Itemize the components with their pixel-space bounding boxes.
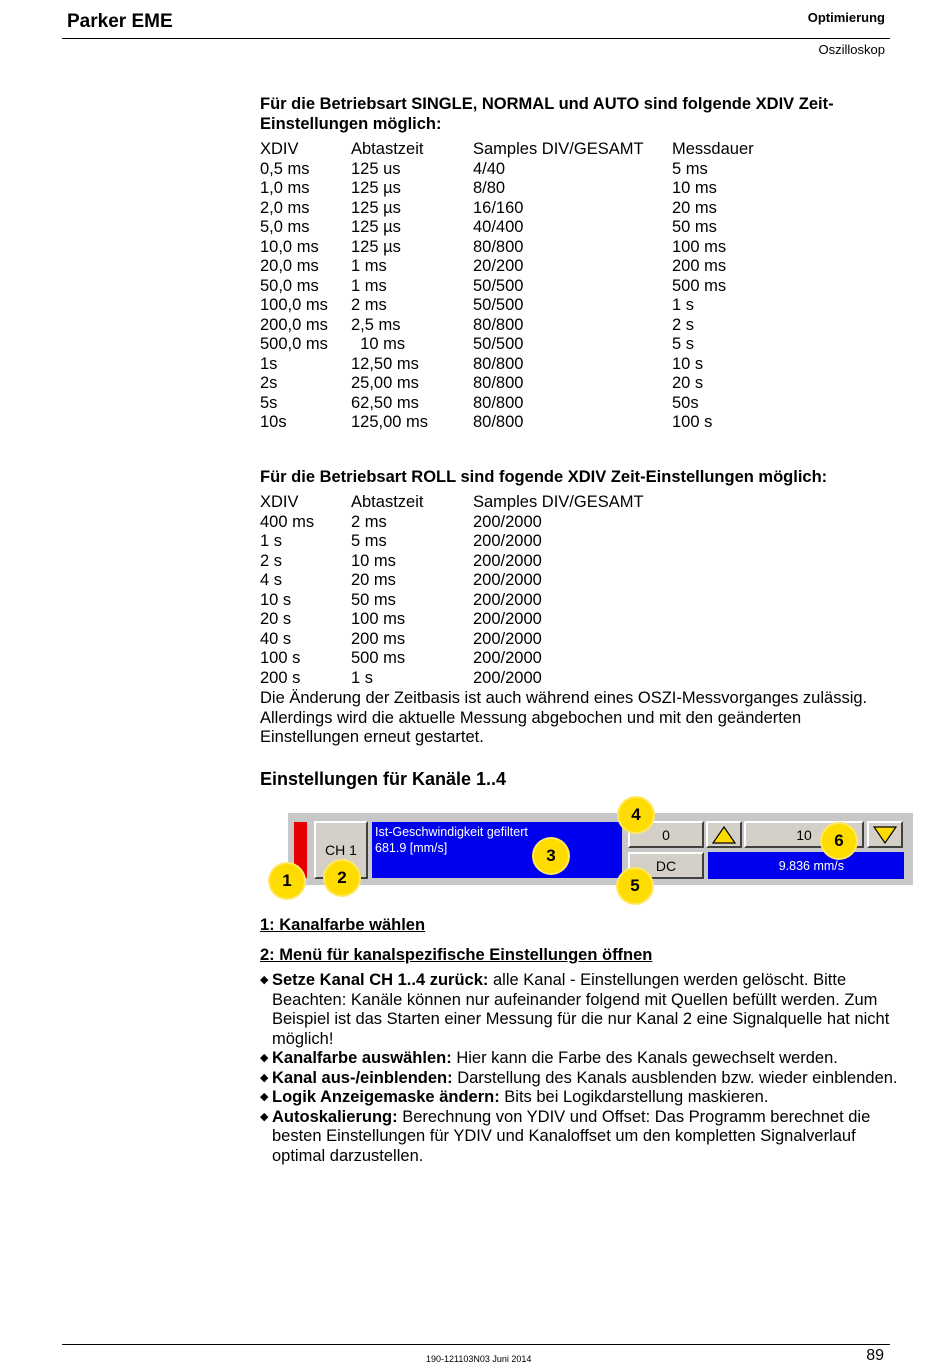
- table-cell: 20/200: [473, 257, 524, 275]
- bullet-item: [260, 1069, 900, 1089]
- table-cell: 125 µs: [351, 218, 401, 236]
- single-table: [260, 140, 860, 433]
- diamond-bullet-icon: ◆: [260, 1071, 269, 1084]
- table-cell: 200/2000: [473, 590, 542, 609]
- signal-value: 681.9 [mm/s]: [375, 841, 448, 855]
- table-row: [260, 630, 860, 650]
- table-cell: 50/500: [473, 276, 524, 295]
- column-header: Abtastzeit: [351, 140, 424, 158]
- roll-table-body: [260, 513, 860, 689]
- bullet-text: Bits bei Logikdarstellung maskieren.: [499, 1088, 769, 1106]
- table-cell: 40/400: [473, 218, 524, 236]
- table-cell: 80/800: [473, 237, 524, 256]
- header-section: Optimierung: [807, 10, 885, 25]
- table-cell: 50/500: [473, 335, 524, 353]
- table-cell: 1 s: [260, 532, 283, 550]
- table-row: [260, 532, 860, 552]
- table-cell: 20,0 ms: [260, 257, 319, 275]
- table-cell: 10 ms: [351, 551, 396, 570]
- table-row: [260, 394, 860, 414]
- table-cell: 200/2000: [473, 571, 542, 589]
- table-cell: 2 ms: [351, 512, 387, 531]
- ydiv-up-button[interactable]: [706, 821, 742, 848]
- table-cell: 10,0 ms: [260, 237, 319, 256]
- table-cell: 200/2000: [473, 668, 542, 687]
- table-row: [260, 571, 860, 591]
- coupling-button[interactable]: DC: [628, 852, 704, 879]
- marker-3: 3: [534, 839, 568, 873]
- table-cell: 1s: [260, 354, 278, 373]
- single-table-header: [260, 140, 860, 160]
- column-header: Samples DIV/GESAMT: [473, 140, 644, 158]
- table-cell: 16/160: [473, 198, 524, 217]
- table-cell: 50/500: [473, 296, 524, 314]
- single-intro-heading: Für die Betriebsart SINGLE, NORMAL und AUTO sind folgende XDIV Zeit-Einstellungen möglich:: [260, 95, 834, 133]
- page-number: 89: [866, 1347, 884, 1364]
- table-cell: 500 ms: [672, 276, 727, 295]
- table-row: [260, 552, 860, 572]
- table-row: [260, 160, 860, 180]
- marker-2: 2: [325, 861, 359, 895]
- offset-button[interactable]: 0: [628, 821, 704, 848]
- table-cell: 125 µs: [351, 179, 401, 197]
- ydiv-down-button[interactable]: [867, 821, 903, 848]
- column-header: Samples DIV/GESAMT: [473, 493, 644, 511]
- triangle-up-icon: [711, 825, 737, 845]
- table-cell: 200 ms: [351, 629, 406, 648]
- header-subsection: Oszilloskop: [818, 42, 885, 57]
- table-cell: 2 s: [260, 551, 283, 570]
- table-cell: 200 ms: [672, 257, 727, 275]
- table-row: [260, 296, 860, 316]
- table-cell: 20 ms: [351, 571, 396, 589]
- item-2-heading: 2: Menü für kanalspezifische Einstellungen öffnen: [260, 946, 653, 964]
- table-cell: 80/800: [473, 393, 524, 412]
- table-cell: 80/800: [473, 413, 524, 431]
- table-cell: 200/2000: [473, 629, 542, 648]
- diamond-bullet-icon: ◆: [260, 974, 269, 986]
- table-cell: 1,0 ms: [260, 179, 310, 197]
- marker-1: 1: [270, 864, 304, 898]
- table-cell: 5 ms: [672, 159, 708, 178]
- roll-intro-heading: Für die Betriebsart ROLL sind fogende XDIV Zeit-Einstellungen möglich:: [260, 468, 828, 486]
- table-cell: 1 s: [672, 296, 695, 314]
- table-cell: 5 s: [672, 335, 695, 353]
- column-header: Messdauer: [672, 140, 754, 158]
- table-cell: 1 ms: [351, 276, 387, 295]
- roll-table-header: [260, 493, 860, 513]
- table-cell: 40 s: [260, 629, 292, 648]
- table-row: [260, 316, 860, 336]
- table-cell: 100 s: [672, 413, 713, 431]
- table-cell: 200/2000: [473, 551, 542, 570]
- table-cell: 10s: [260, 413, 287, 431]
- table-cell: 50 ms: [672, 218, 717, 236]
- roll-table: [260, 493, 860, 688]
- signal-source-display[interactable]: [372, 822, 622, 878]
- table-row: [260, 669, 860, 689]
- bullet-list: [260, 971, 900, 1166]
- diamond-bullet-icon: ◆: [260, 1110, 269, 1123]
- table-cell: 500 ms: [351, 649, 406, 667]
- table-cell: 200/2000: [473, 512, 542, 531]
- item-1-heading: 1: Kanalfarbe wählen: [260, 916, 426, 934]
- table-cell: 200/2000: [473, 649, 542, 667]
- table-cell: 2,0 ms: [260, 198, 310, 217]
- bullet-item: [260, 1108, 900, 1167]
- table-cell: 100 s: [260, 649, 301, 667]
- bullet-item: [260, 1088, 900, 1108]
- table-row: [260, 218, 860, 238]
- table-row: [260, 374, 860, 394]
- footer-doc-id: 190-121103N03 Juni 2014: [426, 1354, 532, 1364]
- table-cell: 50 ms: [351, 590, 396, 609]
- table-cell: 100,0 ms: [260, 296, 328, 314]
- diamond-bullet-icon: ◆: [260, 1052, 269, 1064]
- table-row: [260, 335, 860, 355]
- brand-title: Parker EME: [67, 11, 173, 32]
- table-row: [260, 179, 860, 199]
- table-cell: 5 ms: [351, 532, 387, 550]
- table-row: [260, 238, 860, 258]
- table-cell: 50,0 ms: [260, 276, 319, 295]
- channel-menu-button[interactable]: CH 1: [314, 821, 368, 879]
- table-row: [260, 591, 860, 611]
- table-cell: 5,0 ms: [260, 218, 310, 236]
- table-cell: 5s: [260, 393, 278, 412]
- table-row: [260, 277, 860, 297]
- table-row: [260, 610, 860, 630]
- table-cell: 2 s: [672, 315, 695, 334]
- triangle-down-icon: [872, 825, 898, 845]
- table-cell: 20 s: [672, 374, 704, 392]
- marker-6: 6: [822, 824, 856, 858]
- table-row: [260, 257, 860, 277]
- table-cell: 4/40: [473, 159, 506, 178]
- bullet-term: Setze Kanal CH 1..4 zurück:: [272, 971, 489, 989]
- table-cell: 20 s: [260, 610, 292, 628]
- table-cell: 20 ms: [672, 198, 717, 217]
- column-header: Abtastzeit: [351, 493, 424, 511]
- table-cell: 0,5 ms: [260, 159, 310, 178]
- table-cell: 100 ms: [672, 237, 727, 256]
- bullet-term: Autoskalierung:: [272, 1107, 398, 1126]
- signal-name: Ist-Geschwindigkeit gefiltert: [375, 825, 528, 839]
- table-cell: 125 µs: [351, 198, 401, 217]
- table-row: [260, 413, 860, 433]
- table-cell: 8/80: [473, 179, 506, 197]
- table-row: [260, 199, 860, 219]
- table-cell: 50s: [672, 393, 699, 412]
- table-cell: 200/2000: [473, 610, 542, 628]
- bullet-term: Kanal aus-/einblenden:: [272, 1068, 453, 1087]
- diamond-bullet-icon: ◆: [260, 1091, 269, 1103]
- table-cell: 10 s: [672, 354, 704, 373]
- table-cell: 125,00 ms: [351, 413, 429, 431]
- table-cell: 4 s: [260, 571, 283, 589]
- table-cell: 200 s: [260, 668, 301, 687]
- table-cell: 200,0 ms: [260, 315, 328, 334]
- bullet-text: Darstellung des Kanals ausblenden bzw. wieder einblenden.: [452, 1068, 898, 1087]
- table-cell: 125 µs: [351, 237, 401, 256]
- bullet-text: Berechnung von YDIV und Offset: Das Programm berechnet die besten Einstellungen für YDIV und Kanaloffset um den kompletten Signalverlauf optimal darzustellen.: [272, 1107, 871, 1165]
- table-row: [260, 649, 860, 669]
- table-cell: 10 s: [260, 590, 292, 609]
- table-cell: 62,50 ms: [351, 393, 419, 412]
- marker-5: 5: [618, 869, 652, 903]
- bullet-text: alle Kanal - Einstellungen werden gelöscht. Bitte Beachten: Kanäle können nur aufeinander folgend mit Quellen befüllt werden. Zum Beispiel ist das Starten einer Messung für die nur Kanal 2 eine Signalquelle hat nicht möglich!: [272, 971, 890, 1048]
- marker-4: 4: [619, 798, 653, 832]
- bullet-item: [260, 1049, 900, 1069]
- table-cell: 12,50 ms: [351, 354, 419, 373]
- table-cell: 2,5 ms: [351, 315, 401, 334]
- table-cell: 200/2000: [473, 532, 542, 550]
- table-cell: 400 ms: [260, 512, 315, 531]
- header-divider: [62, 38, 890, 39]
- table-cell: 10 ms: [351, 335, 406, 353]
- table-cell: 125 us: [351, 159, 401, 178]
- table-cell: 25,00 ms: [351, 374, 419, 392]
- table-row: [260, 513, 860, 533]
- table-cell: 1 s: [351, 668, 374, 687]
- single-table-body: [260, 160, 860, 433]
- table-cell: 500,0 ms: [260, 335, 328, 353]
- ydiv-value-display: 10: [744, 821, 864, 848]
- table-cell: 80/800: [473, 315, 524, 334]
- table-cell: 10 ms: [672, 179, 717, 197]
- bullet-text: Hier kann die Farbe des Kanals gewechselt werden.: [451, 1049, 838, 1067]
- bullet-item: [260, 971, 900, 1049]
- table-row: [260, 355, 860, 375]
- column-header: XDIV: [260, 140, 299, 158]
- table-cell: 2s: [260, 374, 278, 392]
- table-cell: 80/800: [473, 354, 524, 373]
- bullet-term: Logik Anzeigemaske ändern:: [272, 1088, 500, 1106]
- roll-note-paragraph: Die Änderung der Zeitbasis ist auch während eines OSZI-Messvorganges zulässig. Allerdings wird die aktuelle Messung abgebochen und mit den geänderten Einstellungen erneut gestartet.: [260, 689, 868, 746]
- table-cell: 100 ms: [351, 610, 406, 628]
- table-cell: 80/800: [473, 374, 524, 392]
- column-header: XDIV: [260, 493, 299, 511]
- footer-divider: [62, 1344, 890, 1345]
- ydiv-readout: 9.836 mm/s: [708, 852, 904, 879]
- table-cell: 2 ms: [351, 296, 387, 314]
- bullet-term: Kanalfarbe auswählen:: [272, 1049, 452, 1067]
- table-cell: 1 ms: [351, 257, 387, 275]
- channels-section-title: Einstellungen für Kanäle 1..4: [260, 769, 507, 789]
